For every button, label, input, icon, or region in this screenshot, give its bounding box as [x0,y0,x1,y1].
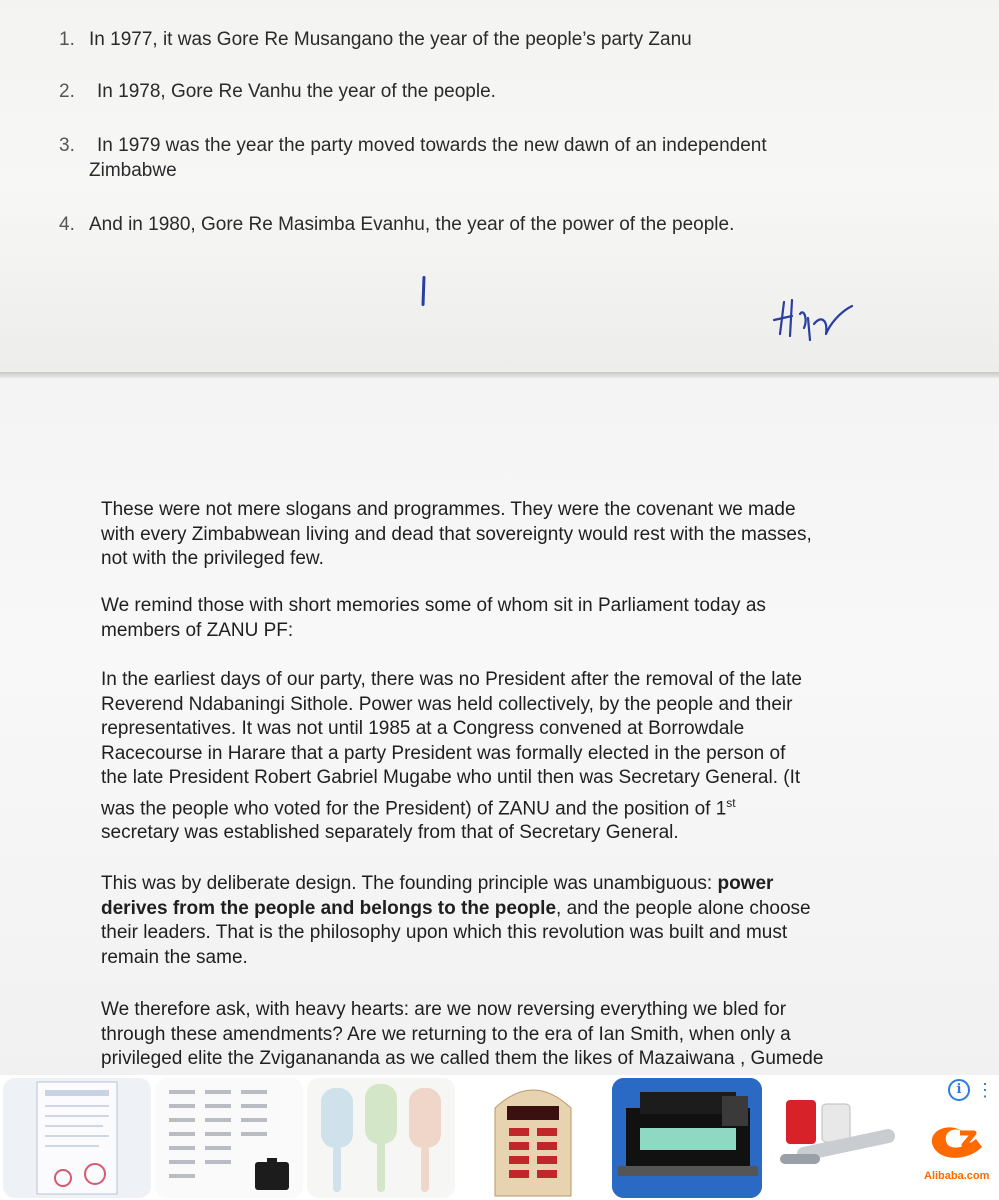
text-fragment: was the people who voted for the President) of ZANU and the position of 1 [101,797,727,819]
ad-banner[interactable] [0,1075,999,1200]
list-number: 2. [59,81,75,102]
hairbrush-icon [307,1078,455,1198]
paragraph-history [101,668,802,846]
paragraph-question [101,998,823,1072]
text-line: members of ZANU PF: [101,619,294,641]
list-number: 1. [59,29,75,50]
text-line [101,897,811,922]
superscript: st [726,795,736,810]
text-line [101,791,802,822]
text-line: the late President Robert Gabriel Mugabe who until then was Secretary General. (It [101,767,801,788]
alibaba-logo-text: Alibaba.com [924,1170,990,1182]
ad-thumbnail-hairbrushes[interactable] [307,1078,455,1198]
text-line: We therefore ask, with heavy hearts: are we now reversing everything we bled for [101,999,787,1020]
text-line: secretary was established separately from that of Secretary General. [101,822,679,844]
paragraph-covenant [101,498,812,572]
knife-set-icon [155,1078,303,1198]
text-line: In the earliest days of our party, there was no President after the removal of the late [101,669,802,690]
document-page-bottom [0,378,999,1075]
text-line: Reverend Ndabaningi Sithole. Power was held collectively, by the people and their [101,693,793,715]
text-line: remain the same. [101,946,248,968]
text-line: their leaders. That is the philosophy upon which this revolution was built and must [101,922,788,943]
handwritten-signature [770,294,880,354]
text-fragment: This was by deliberate design. The founding principle was unambiguous: [101,873,718,894]
text-line: These were not mere slogans and programmes. They were the covenant we made [101,499,796,520]
text-line [101,872,811,897]
list-number: 3. [59,135,75,156]
ad-thumbnail-prayer-clock[interactable] [459,1078,607,1198]
alibaba-logo-icon [924,1113,990,1169]
list-text: In 1977, it was Gore Re Musangano the year of the people’s party Zanu [89,29,692,50]
prayer-clock-icon [459,1078,607,1198]
document-page-top [0,0,999,372]
text-line: We remind those with short memories some of whom sit in Parliament today as [101,595,766,616]
text-line: Racecourse in Harare that a party President was formally elected in the person of [101,742,786,764]
ad-thumbnail-uv-printer[interactable] [612,1078,762,1198]
ad-info-icon[interactable]: i [948,1079,970,1101]
list-text-continuation: Zimbabwe [89,160,177,181]
ad-menu-icon[interactable]: ⋮ [976,1080,994,1100]
list-text: And in 1980, Gore Re Masimba Evanhu, the year of the power of the people. [89,214,735,235]
paragraph-reminder [101,594,766,643]
ad-thumbnail-certificate[interactable] [3,1078,151,1198]
fogger-icon [766,1078,916,1198]
bold-text: derives from the people and belongs to the people [101,897,557,919]
pen-mark [421,276,425,306]
list-number: 4. [59,214,75,235]
ad-thumbnail-knife-set[interactable] [155,1078,303,1198]
bold-text: power [717,873,774,894]
list-text: In 1978, Gore Re Vanhu the year of the people. [97,81,496,102]
certificate-icon [3,1078,151,1198]
text-fragment: , and the people alone choose [556,897,811,919]
list-text: In 1979 was the year the party moved towards the new dawn of an independent [97,135,767,156]
text-line: through these amendments? Are we returning to the era of Ian Smith, when only a [101,1023,791,1045]
printer-icon [612,1078,762,1198]
ad-thumbnail-fogging-machine[interactable] [766,1078,916,1198]
text-line: privileged elite the Zviganananda as we called them the likes of Mazaiwana , Gumede [101,1048,824,1069]
text-line: with every Zimbabwean living and dead that sovereignty would rest with the masses, [101,523,812,545]
text-line: not with the privileged few. [101,548,324,569]
paragraph-principle [101,872,811,970]
text-line: representatives. It was not until 1985 at a Congress convened at Borrowdale [101,718,745,739]
